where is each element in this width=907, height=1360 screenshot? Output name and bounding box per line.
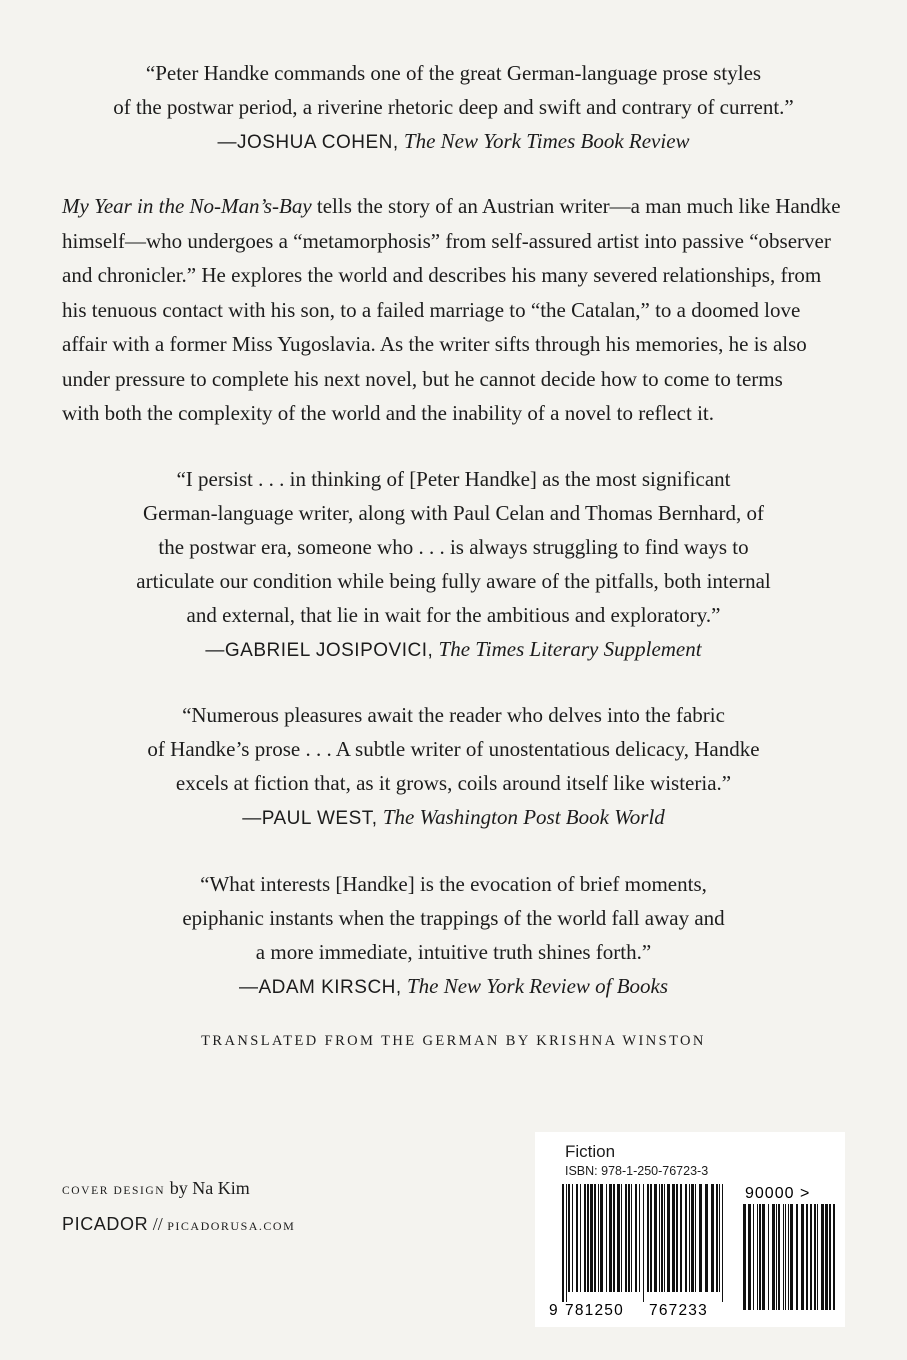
barcode-bar [598,1184,599,1292]
barcode-graphic [535,1132,845,1327]
barcode-bar [699,1184,702,1292]
quote-gabriel-josipovici [40,462,867,668]
quote-line: epiphanic instants when the trappings of the world fall away and [182,906,725,930]
barcode-bar [609,1184,612,1292]
description-line: affair with a former Miss Yugoslavia. As the writer sifts through his memories, he is also [62,332,807,356]
barcode-bar [788,1204,789,1310]
barcode-bar [796,1204,798,1310]
barcode-bar [606,1184,607,1292]
quote-line: “I persist . . . in thinking of [Peter Handke] as the most significant [176,467,731,491]
barcode-bar [621,1184,622,1292]
barcode-bar [722,1184,723,1302]
attribution-name: —GABRIEL JOSIPOVICI, [205,640,434,661]
barcode-bar [659,1184,660,1292]
barcode-bar [689,1184,690,1292]
barcode-bar [753,1204,754,1310]
barcode-bar [635,1184,637,1292]
attribution-name: —JOSHUA COHEN, [217,132,399,153]
barcode-bar [584,1184,586,1292]
description-line: his tenuous contact with his son, to a failed marriage to “the Catalan,” to a doomed love [62,297,801,322]
quote-attribution [40,632,867,668]
barcode-isbn: ISBN: 978-1-250-76723-3 [565,1164,709,1178]
barcode-bar [768,1204,769,1310]
barcode-bar [762,1204,765,1310]
barcode-bar [716,1184,718,1292]
quote-paul-west [40,698,867,836]
translator-credit: TRANSLATED FROM THE GERMAN BY KRISHNA WINSTON [201,1033,706,1049]
barcode-bar [810,1204,812,1310]
barcode-bar [757,1204,758,1310]
barcode-bar [691,1184,694,1292]
description-line: and chronicler.” He explores the world and describes his many severed relationships, from [62,263,822,287]
barcode-bar [594,1184,596,1292]
book-description [62,189,847,431]
barcode-bar [814,1204,816,1310]
barcode-bar [806,1204,808,1310]
quote-attribution [40,124,867,160]
description-text: tells the story of an Austrian writer—a man much like Handke [311,194,841,218]
barcode-bar [566,1184,567,1302]
barcode-bar [829,1204,831,1310]
cover-design-credit [62,1178,250,1199]
barcode-bar [639,1184,640,1292]
barcode-bar [676,1184,678,1292]
barcode-bar [664,1184,665,1292]
quote-line: the postwar era, someone who . . . is always struggling to find ways to [158,535,749,559]
quote-line: “Numerous pleasures await the reader who delves into the fabric [182,703,725,727]
barcode-bar [625,1184,627,1292]
description-line: under pressure to complete his next novel, but he cannot decide how to come to terms [62,366,783,391]
barcode-bar [580,1184,581,1292]
cover-designer: by Na Kim [165,1178,250,1198]
quote-attribution [40,969,867,1005]
barcode-bar [821,1204,824,1310]
barcode-bar [778,1204,780,1310]
barcode-bar [600,1184,603,1292]
barcode-bar [759,1204,761,1310]
barcode-box [535,1132,845,1327]
barcode-bar [801,1204,804,1310]
barcode-bar [667,1184,670,1292]
barcode-bar [613,1184,615,1292]
barcode-bar [654,1184,657,1292]
attribution-publication: The New York Review of Books [406,974,669,998]
attribution-name: —PAUL WEST, [242,808,378,829]
publisher-separator: // [148,1214,168,1234]
description-line: with both the complexity of the world and the inability of a novel to reflect it. [62,401,715,425]
description-line: himself—who undergoes a “metamorphosis” from self-assured artist into passive “observer [62,228,831,253]
quote-adam-kirsch [40,867,867,1005]
cover-design-label: COVER DESIGN [62,1185,166,1197]
barcode-bar [776,1204,777,1310]
barcode-bar [617,1184,620,1292]
attribution-publication: The Times Literary Supplement [438,637,702,661]
barcode-bar [825,1204,828,1310]
barcode-bar [590,1184,593,1292]
barcode-bar [783,1204,784,1310]
ean-right-digits: 767233 [649,1302,708,1319]
price-code: 90000 > [745,1185,811,1202]
barcode-bars-main [562,1184,723,1302]
barcode-bar [576,1184,578,1292]
barcode-bar [631,1184,632,1292]
barcode-bar [661,1184,663,1292]
quote-line: and external, that lie in wait for the ambitious and exploratory.” [186,603,721,627]
barcode-bars-addon [743,1204,835,1310]
barcode-bar [833,1204,835,1310]
quote-joshua-cohen [40,56,867,160]
barcode-bar [650,1184,652,1292]
publisher-line [62,1214,295,1235]
barcode-bar [672,1184,675,1292]
quote-attribution [40,800,867,836]
quote-line: a more immediate, intuitive truth shines forth.” [255,940,652,964]
quote-line: articulate our condition while being fully aware of the pitfalls, both internal [136,569,771,593]
barcode-bar [628,1184,630,1292]
ean-left-digits: 781250 [565,1302,624,1319]
barcode-bar [743,1204,746,1310]
quote-line: “What interests [Handke] is the evocation of brief moments, [200,872,707,896]
barcode-bar [785,1204,786,1310]
barcode-bar [685,1184,687,1292]
attribution-name: —ADAM KIRSCH, [238,977,402,998]
quote-line: of Handke’s prose . . . A subtle writer of unostentatious delicacy, Handke [147,737,760,761]
barcode-bar [572,1184,573,1292]
barcode-bar [705,1184,708,1292]
barcode-bar [647,1184,649,1292]
quote-line: “Peter Handke commands one of the great German-language prose styles [145,61,762,85]
barcode-bar [587,1184,589,1292]
barcode-bar [772,1204,775,1310]
barcode-bar [711,1184,714,1292]
barcode-genre: Fiction [565,1142,616,1161]
barcode-bar [719,1184,720,1292]
barcode-bar [790,1204,793,1310]
barcode-bar [643,1184,644,1302]
publisher-url: PICADORUSA.COM [167,1219,296,1233]
quote-line: of the postwar period, a riverine rhetoric deep and swift and contrary of current.” [113,95,794,119]
book-title: My Year in the No-Man’s-Bay [62,194,312,218]
barcode-bar [817,1204,818,1310]
ean-first-digit: 9 [549,1302,558,1319]
barcode-bar [562,1184,564,1302]
description-line [62,189,847,224]
barcode-bar [695,1184,696,1292]
quote-line: excels at fiction that, as it grows, coils around itself like wisteria.” [175,771,732,795]
attribution-publication: The New York Times Book Review [403,129,690,153]
attribution-publication: The Washington Post Book World [382,805,665,829]
barcode-bar [680,1184,682,1292]
publisher-name: PICADOR [62,1214,149,1234]
barcode-bar [568,1184,570,1292]
barcode-bar [748,1204,751,1310]
quote-line: German-language writer, along with Paul Celan and Thomas Bernhard, of [142,501,764,525]
